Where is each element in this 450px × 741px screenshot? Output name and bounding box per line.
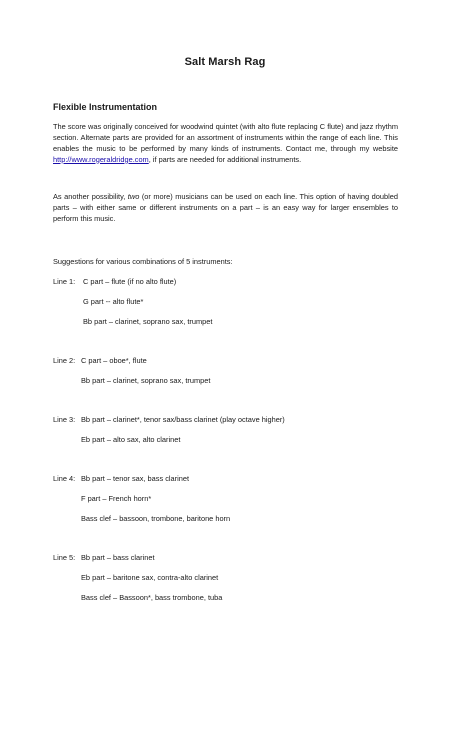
doubling-emphasis: two [127,192,140,201]
line-2-label: Line 2: [53,356,76,365]
line-5-part-2: Eb part – baritone sax, contra-alto clarinet [81,573,219,582]
doubling-text-after: (or more) musicians can be used on each line. This option of having doubled parts – with either same or different instruments on a part – is an easy way for larger ensembles to perform this music. [53,192,398,223]
website-link[interactable]: http://www.rogeraldridge.com [53,154,149,164]
line-1-part-3: Bb part – clarinet, soprano sax, trumpet [83,317,213,326]
line-4-label: Line 4: [53,474,76,483]
line-1-label: Line 1: [53,277,76,286]
intro-text-before-link: The score was originally conceived for woodwind quintet (with alto flute replacing C flute) and jazz rhythm section. Alternate parts are provided for an assortment of instruments within the range of each line. This enables the music to be performed by many kinds of instruments. Contact me, through my website [53,122,398,153]
line-3-part-1: Bb part – clarinet*, tenor sax/bass clarinet (play octave higher) [81,415,285,424]
doubling-text-before: As another possibility, [53,192,128,201]
suggestions-intro: Suggestions for various combinations of 5 instruments: [53,257,233,266]
line-4-part-3: Bass clef – bassoon, trombone, baritone horn [81,514,231,523]
line-5-part-3: Bass clef – Bassoon*, bass trombone, tuba [81,593,223,602]
line-2-part-2: Bb part – clarinet, soprano sax, trumpet [81,376,211,385]
line-5-label: Line 5: [53,553,76,562]
doubling-paragraph [53,192,398,225]
line-3-label: Line 3: [53,415,76,424]
line-1-part-1: C part – flute (if no alto flute) [83,277,177,286]
intro-text-after-link: , if parts are needed for additional instruments. [148,154,302,164]
line-4-part-2: F part – French horn* [81,494,152,503]
line-2-part-1: C part – oboe*, flute [81,356,147,365]
line-4-part-1: Bb part – tenor sax, bass clarinet [81,474,190,483]
line-1-part-2: G part -- alto flute* [83,297,144,306]
line-5-part-1: Bb part – bass clarinet [81,553,155,562]
page-title: Salt Marsh Rag [184,56,266,68]
intro-paragraph [53,122,398,166]
section-heading: Flexible Instrumentation [53,102,158,112]
line-3-part-2: Eb part – alto sax, alto clarinet [81,435,181,444]
